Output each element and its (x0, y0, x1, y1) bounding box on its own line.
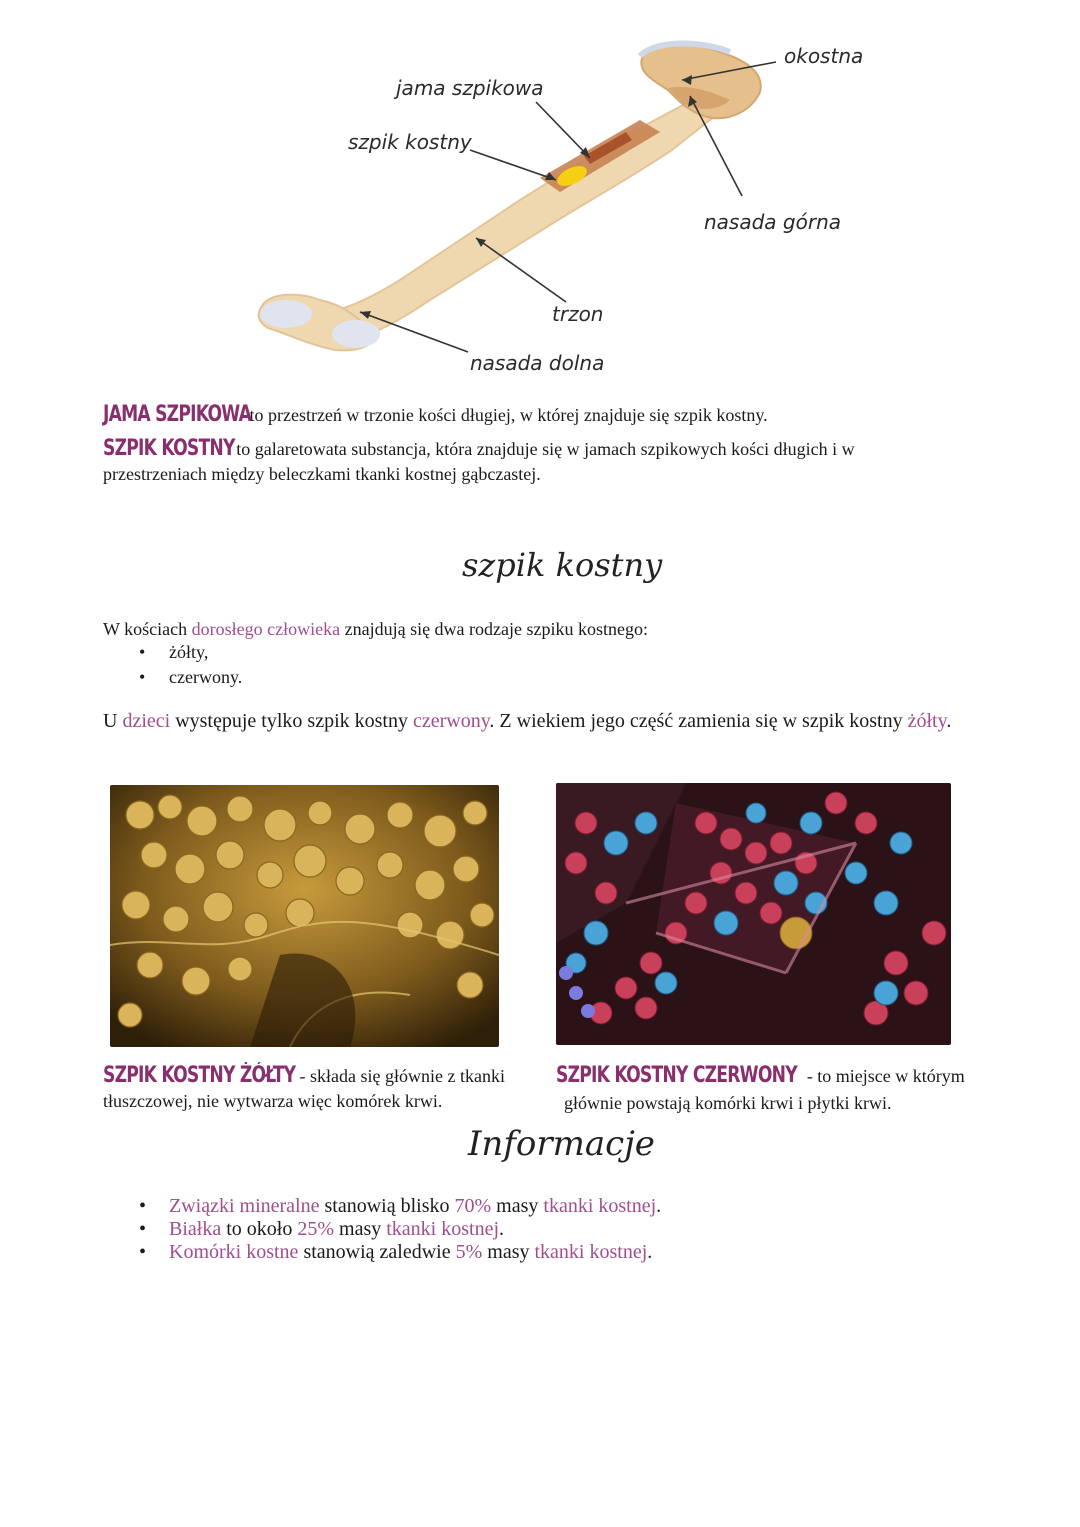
definition-jama-text: to przestrzeń w trzonie kości długiej, w której znajduje się szpik kostny. (244, 405, 768, 425)
caption-red-text-1: - to miejsce w którym (806, 1066, 965, 1086)
children-paragraph (103, 708, 993, 734)
children-zolty: żółty (907, 710, 947, 732)
caption-yellow (103, 1063, 523, 1114)
list-item: • Białka to około 25% masy tkanki kostnej. (103, 1218, 903, 1241)
label-nasada-dolna: nasada dolna (470, 351, 605, 375)
list-item: • czerwony. (103, 665, 703, 690)
types-list (103, 640, 703, 690)
label-szpik-kostny: szpik kostny (348, 130, 472, 154)
label-okostna: okostna (784, 44, 864, 68)
leader-trzon (476, 238, 566, 302)
definition-szpik (103, 436, 933, 487)
red-marrow-image (556, 783, 951, 1045)
list-item: • Związki mineralne stanowią blisko 70% masy tkanki kostnej. (103, 1195, 903, 1218)
bone-diagram (0, 0, 1080, 390)
children-d: . (946, 710, 952, 732)
caption-red-line2: głównie powstają komórki krwi i płytki krwi. (564, 1093, 892, 1113)
types-intro (103, 617, 1003, 642)
definition-jama (103, 402, 983, 428)
section-title-szpik: szpik kostny (462, 546, 663, 584)
caption-red (556, 1063, 976, 1089)
term-szpik-zolty: SZPIK KOSTNY ŻÓŁTY (103, 1063, 296, 1088)
label-jama-szpikowa: jama szpikowa (396, 76, 544, 100)
lower-cartilage-1 (260, 300, 312, 328)
term-szpik-czerwony: SZPIK KOSTNY CZERWONY (556, 1063, 797, 1088)
children-czerwony: czerwony (412, 710, 490, 732)
list-item: • Komórki kostne stanowią zaledwie 5% masy tkanki kostnej. (103, 1241, 903, 1264)
label-trzon: trzon (552, 302, 604, 326)
leader-jama (536, 102, 590, 158)
children-b: występuje tylko szpik kostny (170, 710, 413, 732)
red-marrow-photo (556, 783, 951, 1045)
types-intro-adult: dorosłego człowieka (191, 619, 341, 639)
lower-cartilage-2 (332, 320, 380, 348)
caption-yellow-text: - składa się głównie z tkanki tłuszczowej, nie wytwarza więc komórek krwi. (103, 1066, 505, 1111)
leader-szpik (470, 150, 556, 180)
children-a: U (103, 710, 123, 732)
yellow-marrow-photo (110, 785, 499, 1047)
info-list (103, 1195, 903, 1264)
term-jama-szpikowa: JAMA SZPIKOWA (103, 402, 252, 427)
children-c: . Z wiekiem jego część zamienia się w szpik kostny (489, 710, 908, 732)
label-nasada-gorna: nasada górna (704, 210, 842, 234)
types-intro-b: znajdują się dwa rodzaje szpiku kostnego: (340, 619, 649, 639)
types-intro-a: W kościach (103, 619, 192, 639)
yellow-marrow-image (110, 785, 499, 1047)
term-szpik-kostny: SZPIK KOSTNY (103, 436, 235, 461)
definition-szpik-text: to galaretowata substancja, która znajduje się w jamach szpikowych kości długich i w przestrzeniach między beleczkami tkanki kostnej gąbczastej. (103, 439, 855, 484)
children-dzieci: dzieci (122, 710, 171, 732)
list-item: • żółty, (103, 640, 703, 665)
section-title-informacje: Informacje (468, 1124, 655, 1164)
